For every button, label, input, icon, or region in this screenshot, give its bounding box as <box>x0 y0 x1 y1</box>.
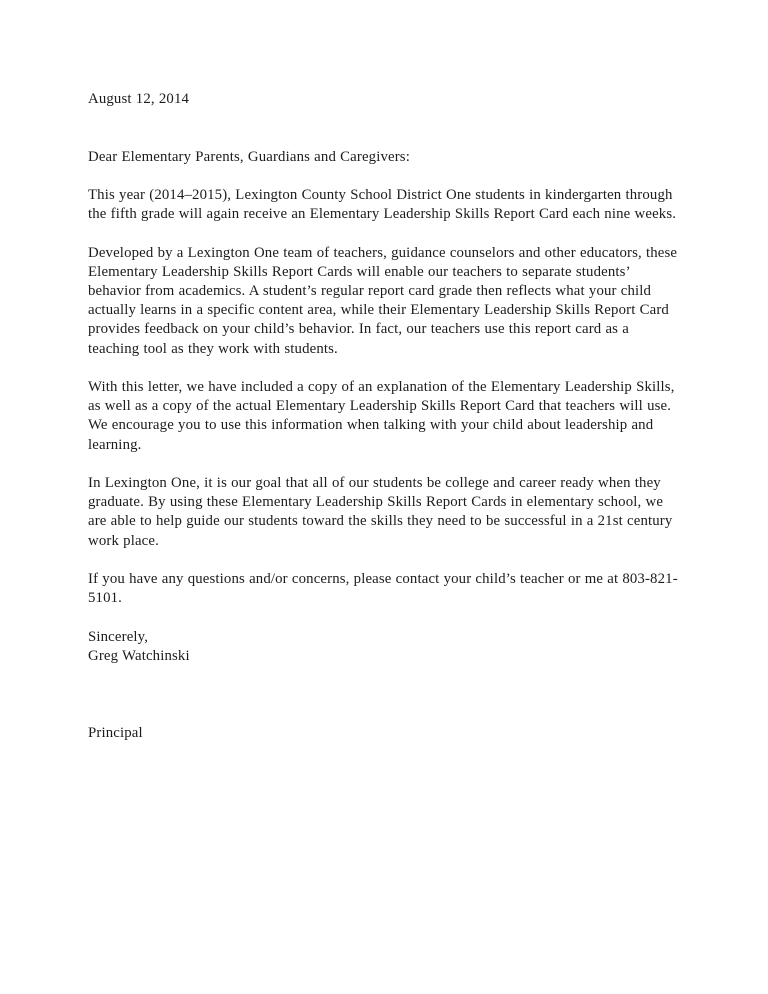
body-paragraph-1: This year (2014–2015), Lexington County School District One students in kindergarten through the fifth grade will again receive an Elementary Leadership Skills Report Card each nine weeks. <box>88 186 677 223</box>
body-paragraph-2: Developed by a Lexington One team of teachers, guidance counselors and other educators, these Elementary Leadership Skills Report Cards will enable our teachers to separate students’ behavior from academics. A student’s regular report card grade then reflects what your child actually learns in a specific content area, while their Elementary Leadership Skills Report Card provides feedback on your child’s behavior. In fact, our teachers use this report card as a teaching tool as they work with students. <box>88 244 678 357</box>
signer-title: Principal <box>88 724 143 741</box>
signature-space <box>88 666 680 724</box>
spacer-after-date <box>88 109 680 147</box>
body-paragraph-5: If you have any questions and/or concerns, please contact your child’s teacher or me at 803-821-5101. <box>88 570 678 607</box>
signer-name: Greg Watchinski <box>88 647 190 664</box>
letter-date: August 12, 2014 <box>88 91 190 107</box>
body-paragraph-4: In Lexington One, it is our goal that all of our students be college and career ready when they graduate. By using these Elementary Leadership Skills Report Cards in elementary school, we are able to help guide our students toward the skills they need to be successful in a 21st century work place. <box>88 474 673 549</box>
spacer-before-closing <box>88 608 680 627</box>
spacer-paragraph-4 <box>88 551 680 570</box>
spacer-paragraph-1 <box>88 224 680 243</box>
spacer-paragraph-2 <box>88 359 680 378</box>
letter-body <box>88 90 680 743</box>
spacer-paragraph-3 <box>88 455 680 474</box>
letter-closing: Sincerely, <box>88 628 149 645</box>
body-paragraph-3: With this letter, we have included a copy of an explanation of the Elementary Leadership Skills, as well as a copy of the actual Elementary Leadership Skills Report Card that teachers will use. We encourage you to use this information when talking with your child about leadership and learning. <box>88 378 675 453</box>
letter-salutation: Dear Elementary Parents, Guardians and Caregivers: <box>88 148 410 165</box>
spacer-after-salutation <box>88 167 680 186</box>
